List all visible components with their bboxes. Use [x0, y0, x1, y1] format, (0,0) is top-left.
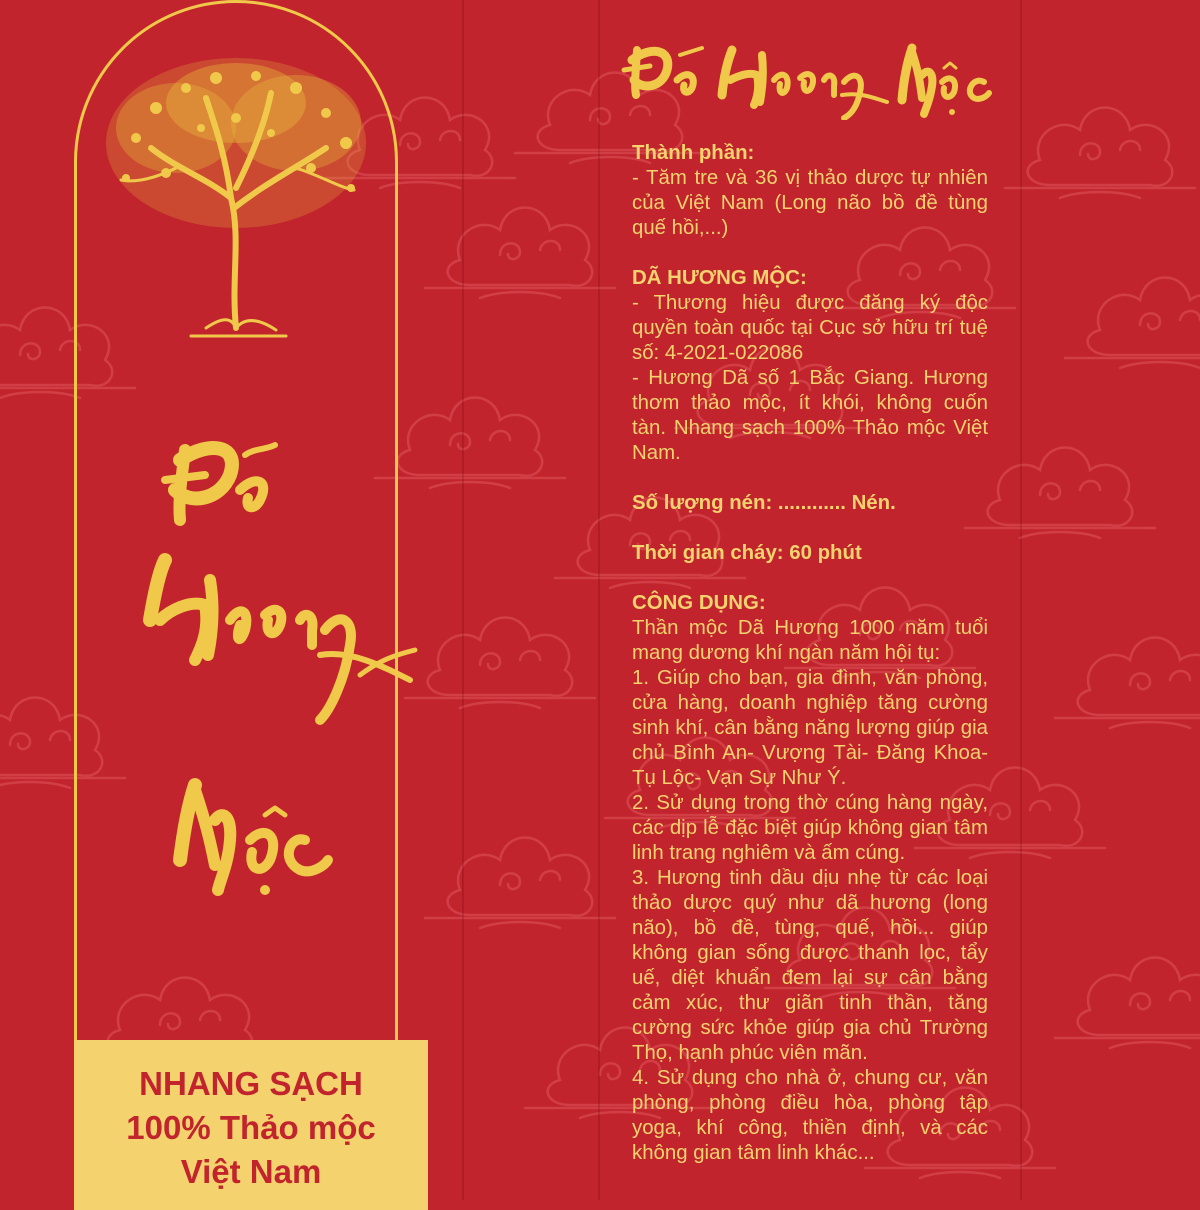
uses-heading: CÔNG DỤNG:	[632, 592, 766, 614]
label-line-3: Việt Nam	[180, 1153, 322, 1190]
brand-calligraphy-vertical	[140, 420, 440, 940]
brand-heading: DÃ HƯƠNG MỘC:	[632, 267, 807, 289]
brand-calligraphy-horizontal	[612, 20, 992, 120]
ingredients-text: - Tăm tre và 36 vị thảo dược tự nhiên của Việt Nam (Long não bồ đề tùng quế hồi,...)	[632, 167, 988, 239]
product-info-text	[632, 141, 988, 1166]
fold-line-1	[462, 0, 464, 1200]
ingredients-heading: Thành phần:	[632, 142, 755, 164]
fold-line-3	[1020, 0, 1022, 1200]
brand-text-1: - Thương hiệu được đăng ký độc quyền toàn quốc tại Cục sở hữu trí tuệ số: 4-2021-022086	[632, 292, 988, 364]
use-item-3: 3. Hương tinh dầu dịu nhẹ từ các loại thảo dược quý như dã hương (long não), bồ đề, tùng, quế, hồi... giúp không gian sống được thanh lọc, tẩy uế, diệt khuẩn đem lại sự cân bằng cảm xúc, thư giãn tinh thần, tăng cường sức khỏe giúp gia chủ Trường Thọ, hạnh phúc viên mãn.	[632, 867, 988, 1064]
brand-text-2: - Hương Dã số 1 Bắc Giang. Hương thơm thảo mộc, ít khói, không cuốn tàn. Nhang sạch 100% Thảo mộc Việt Nam.	[632, 367, 988, 464]
use-item-1: 1. Giúp cho bạn, gia đình, văn phòng, cửa hàng, doanh nghiệp tăng cường sinh khí, cân bằng năng lượng giúp gia chủ Bình An- Vượng Tài- Đăng Khoa- Tụ Lộc- Vạn Sự Như Ý.	[632, 667, 988, 789]
quantity-line: Số lượng nén: ............ Nén.	[632, 492, 896, 514]
use-item-2: 2. Sử dụng trong thờ cúng hàng ngày, các dịp lễ đặc biệt giúp không gian tâm linh trang nghiêm và ấm cúng.	[632, 792, 988, 864]
fold-line-2	[598, 0, 600, 1200]
use-item-4: 4. Sử dụng cho nhà ở, chung cư, văn phòng, phòng điều hòa, phòng tập yoga, khí công, thiền định, và các không gian tâm linh khác...	[632, 1067, 988, 1164]
label-line-1: NHANG SẠCH	[139, 1065, 363, 1102]
product-label-box	[74, 1040, 428, 1210]
label-line-2: 100% Thảo mộc	[126, 1109, 376, 1146]
burn-time-line: Thời gian cháy: 60 phút	[632, 542, 862, 564]
golden-tree-icon	[96, 48, 376, 348]
uses-intro: Thần mộc Dã Hương 1000 năm tuổi mang dương khí ngàn năm hội tụ:	[632, 617, 988, 664]
